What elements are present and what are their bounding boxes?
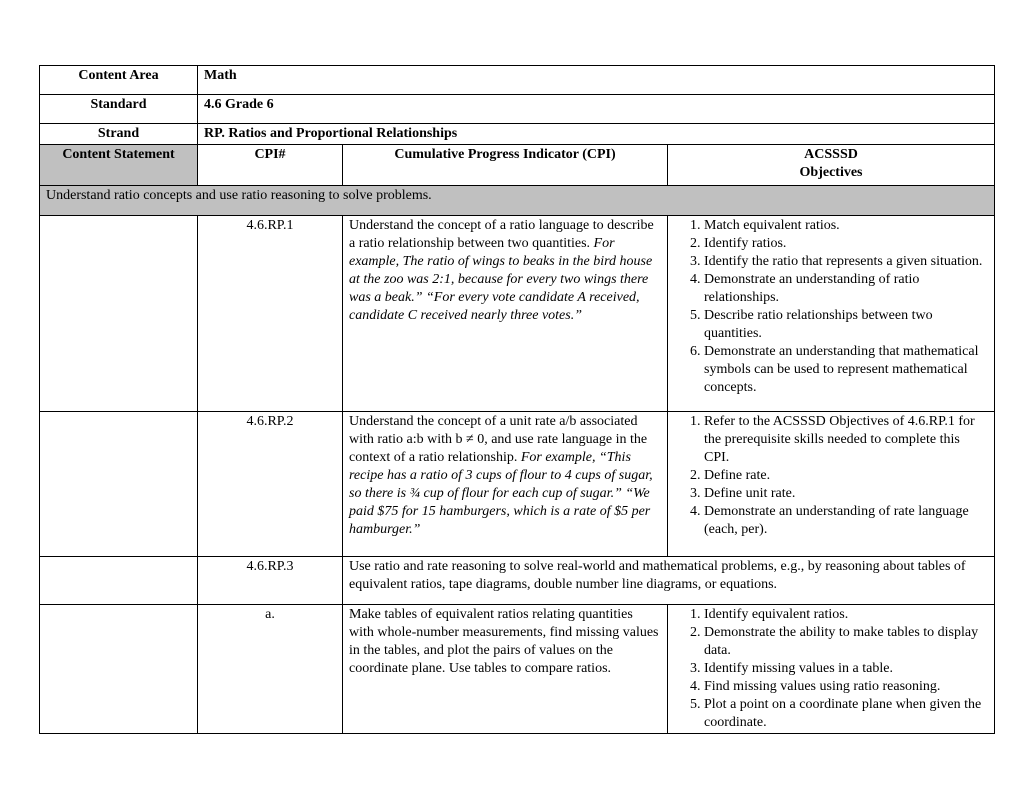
cpi-example: For example, “This recipe has a ratio of 3 cups of flour to 4 cups of sugar, so there is ¾ cup of flour for each cup of sugar.” “We paid $75 for 15 hamburgers, which is a rate of $5 per hamburger.”: [349, 450, 653, 537]
section-heading-row: [40, 186, 995, 216]
cpi-num-cell: 4.6.RP.3: [198, 557, 343, 605]
list-item: 3. Define unit rate.: [704, 485, 988, 503]
content-area-row: [40, 66, 995, 95]
strand-value: RP. Ratios and Proportional Relationships: [198, 124, 995, 145]
objectives-list: [674, 606, 988, 732]
cpi-num-cell: 4.6.RP.1: [198, 216, 343, 412]
content-area-value: Math: [198, 66, 995, 95]
cpi-num-cell: a.: [198, 605, 343, 734]
header-objectives-line1: ACSSSD: [804, 147, 858, 162]
content-area-label: Content Area: [40, 66, 198, 95]
content-statement-cell: [40, 557, 198, 605]
list-item: 2. Identify ratios.: [704, 235, 988, 253]
list-item: 1. Refer to the ACSSSD Objectives of 4.6.RP.1 for the prerequisite skills needed to complete this CPI.: [704, 413, 988, 467]
table-row: [40, 557, 995, 605]
section-heading: Understand ratio concepts and use ratio reasoning to solve problems.: [40, 186, 995, 216]
list-item: 2. Define rate.: [704, 467, 988, 485]
standard-value: 4.6 Grade 6: [198, 95, 995, 124]
content-statement-cell: [40, 412, 198, 557]
cpi-cell: [343, 216, 668, 412]
list-item: 3. Identify the ratio that represents a given situation.: [704, 253, 988, 271]
standard-label: Standard: [40, 95, 198, 124]
objectives-list: [674, 413, 988, 539]
cpi-text: Understand the concept of a unit rate a/b associated with ratio a:b with b ≠ 0, and use rate language in the context of a ratio relationship.: [349, 414, 648, 465]
list-item: 5. Describe ratio relationships between two quantities.: [704, 307, 988, 343]
list-item: 5. Plot a point on a coordinate plane when given the coordinate.: [704, 696, 988, 732]
list-item: 4. Demonstrate an understanding of ratio relationships.: [704, 271, 988, 307]
list-item: 6. Demonstrate an understanding that mathematical symbols can be used to represent mathematical concepts.: [704, 343, 988, 397]
header-cpi-num: CPI#: [198, 145, 343, 186]
cpi-text: Understand the concept of a ratio language to describe a ratio relationship between two quantities.: [349, 218, 654, 251]
cpi-num-cell: 4.6.RP.2: [198, 412, 343, 557]
header-objectives: [668, 145, 995, 186]
cpi-cell: [343, 412, 668, 557]
objectives-cell: [668, 605, 995, 734]
list-item: 4. Demonstrate an understanding of rate language (each, per).: [704, 503, 988, 539]
list-item: 3. Identify missing values in a table.: [704, 660, 988, 678]
strand-label: Strand: [40, 124, 198, 145]
objectives-list: [674, 217, 988, 397]
standard-row: [40, 95, 995, 124]
list-item: 1. Match equivalent ratios.: [704, 217, 988, 235]
header-cpi: Cumulative Progress Indicator (CPI): [343, 145, 668, 186]
column-header-row: [40, 145, 995, 186]
list-item: 2. Demonstrate the ability to make tables to display data.: [704, 624, 988, 660]
list-item: 1. Identify equivalent ratios.: [704, 606, 988, 624]
cpi-cell: Make tables of equivalent ratios relating quantities with whole-number measurements, find missing values in the tables, and plot the pairs of values on the coordinate plane. Use tables to compare ratios.: [343, 605, 668, 734]
table-row: [40, 216, 995, 412]
header-objectives-line2: Objectives: [799, 165, 863, 180]
standards-table: [39, 65, 995, 734]
cpi-wide-cell: Use ratio and rate reasoning to solve real-world and mathematical problems, e.g., by reasoning about tables of equivalent ratios, tape diagrams, double number line diagrams, or equations.: [343, 557, 995, 605]
strand-row: [40, 124, 995, 145]
list-item: 4. Find missing values using ratio reasoning.: [704, 678, 988, 696]
table-row: [40, 605, 995, 734]
header-content-statement: Content Statement: [40, 145, 198, 186]
objectives-cell: [668, 412, 995, 557]
objectives-cell: [668, 216, 995, 412]
cpi-example: For example, The ratio of wings to beaks in the bird house at the zoo was 2:1, because for every two wings there was a beak.” “For every vote candidate A received, candidate C received nearly three votes.”: [349, 236, 653, 323]
table-row: [40, 412, 995, 557]
content-statement-cell: [40, 605, 198, 734]
content-statement-cell: [40, 216, 198, 412]
